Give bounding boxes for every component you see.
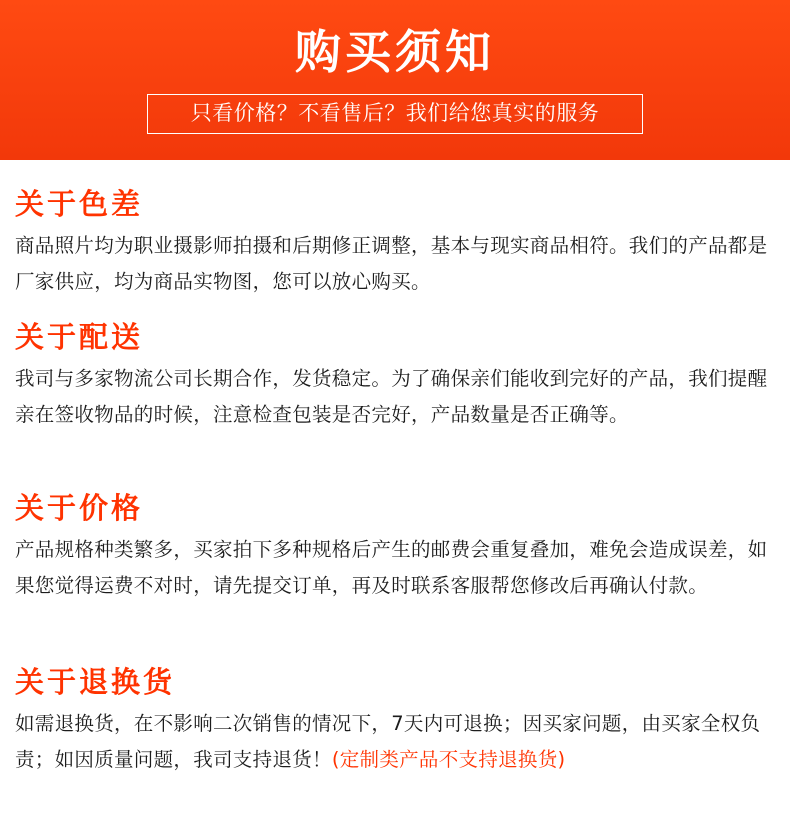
- section-text: 我司与多家物流公司长期合作，发货稳定。为了确保亲们能收到完好的产品，我们提醒亲在签收物品的时候，注意检查包装是否完好，产品数量是否正确等。: [15, 367, 768, 426]
- section-text: 商品照片均为职业摄影师拍摄和后期修正调整，基本与现实商品相符。我们的产品都是厂家供应，均为商品实物图，您可以放心购买。: [15, 234, 768, 293]
- section-text: [15, 702, 780, 778]
- header-banner: [0, 0, 790, 160]
- banner-subtitle: 只看价格？不看售后？我们给您真实的服务: [147, 94, 643, 134]
- section-price: [15, 488, 780, 604]
- section-heading: 关于价格: [15, 491, 144, 525]
- section-heading: 关于配送: [15, 320, 144, 354]
- page-title: 购买须知: [295, 25, 495, 79]
- section-color-difference: [15, 184, 780, 300]
- section-heading: 关于色差: [15, 187, 144, 221]
- section-text: 产品规格种类繁多，买家拍下多种规格后产生的邮费会重复叠加，难免会造成误差，如果您觉得运费不对时，请先提交订单，再及时联系客服帮您修改后再确认付款。: [15, 538, 768, 597]
- section-returns: [15, 662, 780, 778]
- section-delivery: [15, 317, 780, 433]
- returns-policy-text: 如需退换货，在不影响二次销售的情况下，7天内可退换；因买家问题，由买家全权负责；如因质量问题，我司支持退货！: [15, 712, 761, 771]
- custom-product-note: (定制类产品不支持退换货): [331, 748, 566, 771]
- section-heading: 关于退换货: [15, 665, 176, 699]
